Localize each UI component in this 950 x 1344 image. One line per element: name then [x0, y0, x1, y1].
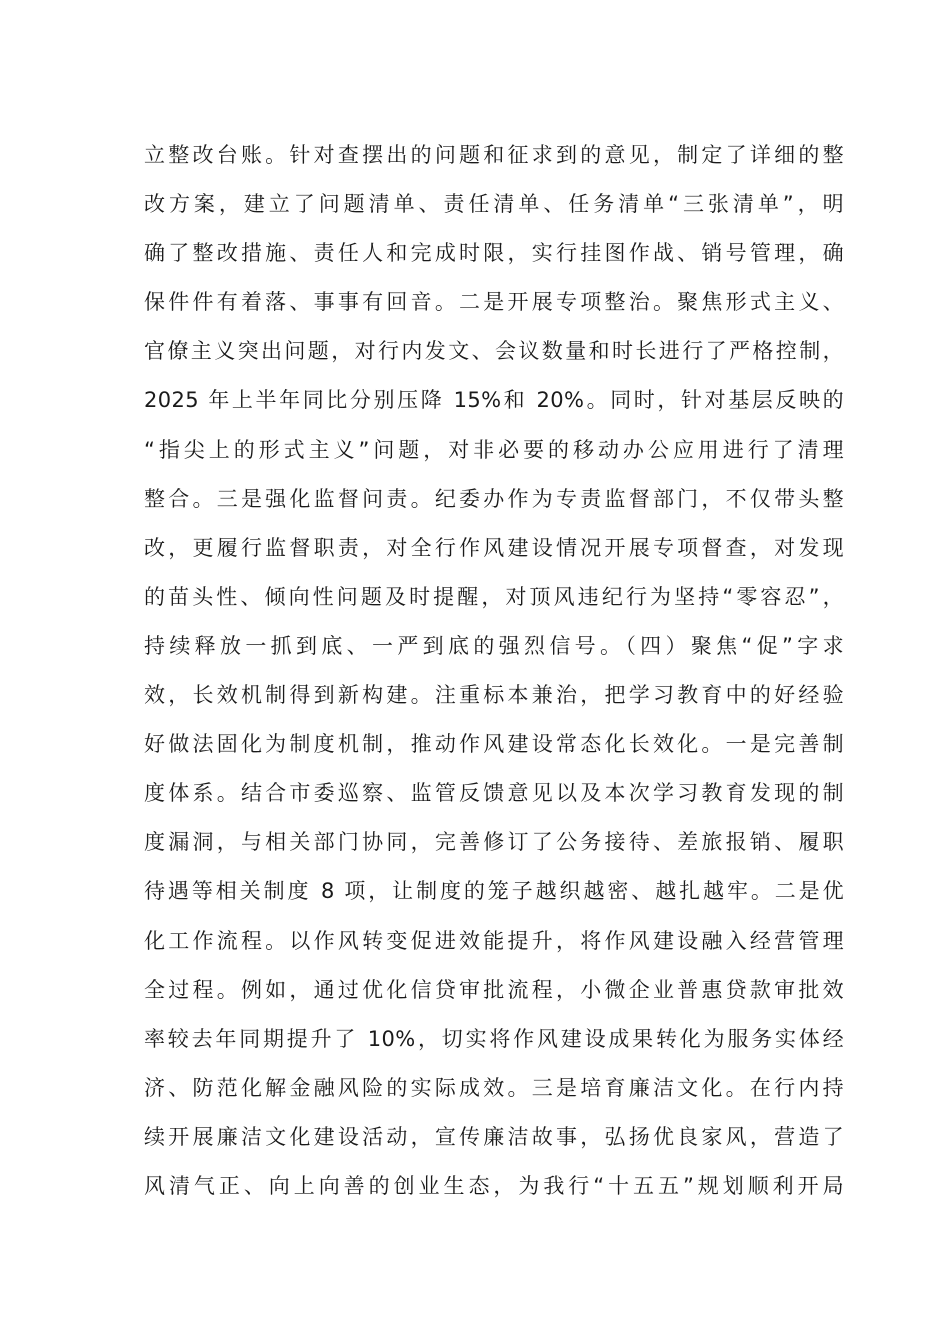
text-line: 确了整改措施、责任人和完成时限，实行挂图作战、销号管理，确	[144, 241, 844, 266]
text-line: 化工作流程。以作风转变促进效能提升，将作风建设融入经营管理	[144, 928, 844, 953]
text-line: 度体系。结合市委巡察、监管反馈意见以及本次学习教育发现的制	[144, 781, 844, 806]
text-line: 2025 年上半年同比分别压降 15%和 20%。同时，针对基层反映的	[144, 388, 844, 413]
text-line: 立整改台账。针对查摆出的问题和征求到的意见，制定了详细的整	[144, 143, 844, 167]
text-line: 续开展廉洁文化建设活动，宣传廉洁故事，弘扬优良家风，营造了	[144, 1124, 844, 1149]
text-line: 效，长效机制得到新构建。注重标本兼治，把学习教育中的好经验	[144, 683, 844, 708]
text-line: 待遇等相关制度 8 项，让制度的笼子越织越密、越扎越牢。二是优	[144, 879, 844, 904]
text-line: 保件件有着落、事事有回音。二是开展专项整治。聚焦形式主义、	[144, 290, 844, 315]
text-line: 官僚主义突出问题，对行内发文、会议数量和时长进行了严格控制，	[144, 339, 844, 364]
text-line: 改方案，建立了问题清单、责任清单、任务清单“三张清单”，明	[144, 192, 844, 217]
text-line: 全过程。例如，通过优化信贷审批流程，小微企业普惠贷款审批效	[144, 977, 844, 1002]
text-line: 好做法固化为制度机制，推动作风建设常态化长效化。一是完善制	[144, 732, 844, 757]
body-paragraph	[144, 131, 844, 1211]
text-line: “指尖上的形式主义”问题，对非必要的移动办公应用进行了清理	[144, 437, 844, 462]
text-line: 率较去年同期提升了 10%，切实将作风建设成果转化为服务实体经	[144, 1026, 844, 1051]
text-line: 整合。三是强化监督问责。纪委办作为专责监督部门，不仅带头整	[144, 486, 844, 511]
text-line: 的苗头性、倾向性问题及时提醒，对顶风违纪行为坚持“零容忍”，	[144, 584, 844, 609]
text-line: 改，更履行监督职责，对全行作风建设情况开展专项督查，对发现	[144, 535, 844, 560]
text-line: 度漏洞，与相关部门协同，完善修订了公务接待、差旅报销、履职	[144, 830, 844, 855]
text-line: 持续释放一抓到底、一严到底的强烈信号。（四）聚焦“促”字求	[144, 633, 844, 658]
text-line: 风清气正、向上向善的创业生态，为我行“十五五”规划顺利开局	[144, 1173, 844, 1198]
text-line: 济、防范化解金融风险的实际成效。三是培育廉洁文化。在行内持	[144, 1075, 844, 1100]
